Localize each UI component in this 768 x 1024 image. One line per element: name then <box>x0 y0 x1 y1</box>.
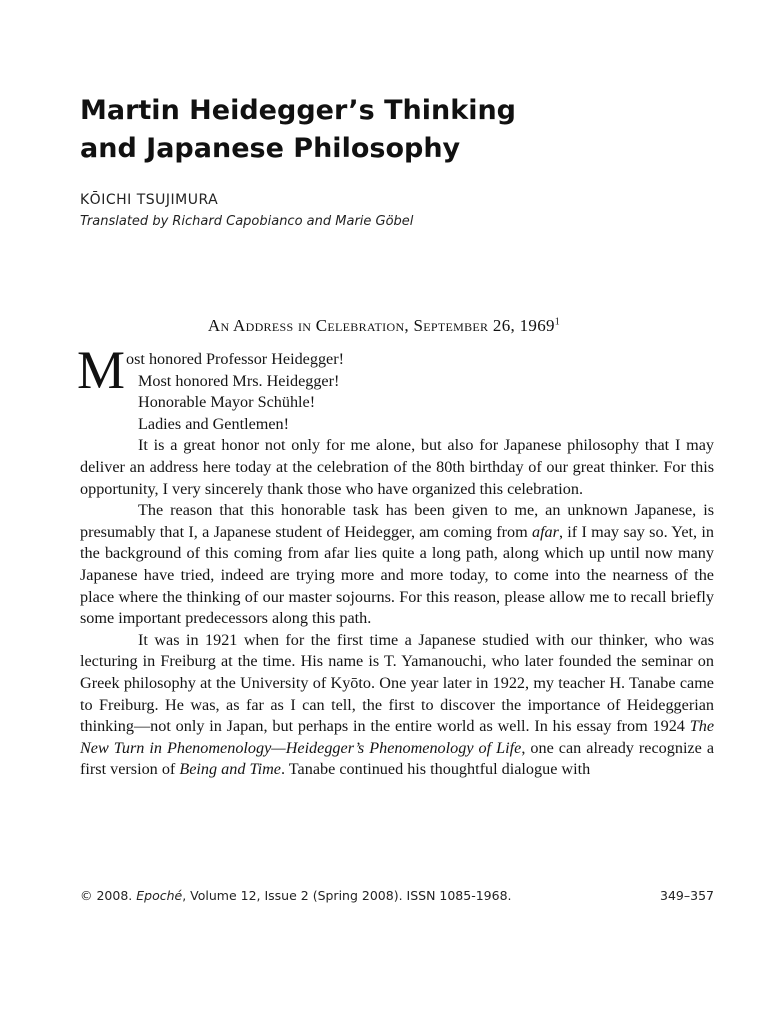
paragraph <box>80 435 714 500</box>
title-line-1: Martin Heidegger’s Thinking <box>80 95 517 126</box>
salutations <box>77 340 714 435</box>
page-range: 349–357 <box>660 888 714 903</box>
work-title: Being and Time <box>179 760 281 779</box>
salutation-line: Honorable Mayor Schühle! <box>138 393 316 412</box>
paragraph-text: It was in 1921 when for the first time a Japanese studied with our thinker, who was lecturing in Freiburg at the time. His name is T. Yamanouchi, who later founded the seminar on Greek philosophy at the University of Kyōto. One year later in 1922, my teacher H. Tanabe came to Freiburg. He was, as far as I can tell, the first to discover the importance of Heideggerian thinking—not only in Japan, but perhaps in the entire world as well. In his essay from 1924 <box>80 630 714 736</box>
paragraph-text: , if I may say so. Yet, in the background of this coming from afar lies quite a long path, along which up until now many Japanese have tried, indeed are trying more and more today, to come into the nearness of the place where the thinking of our master sojourns. For this reason, please allow me to recall briefly some important predecessors along this path. <box>80 522 714 628</box>
paragraph-text: The reason that this honorable task has been given to me, an unknown Japanese, is presumably that I, a Japanese student of Heidegger, am coming from <box>80 501 714 541</box>
copyright-text: © 2008. <box>80 888 137 903</box>
issue-info: , Volume 12, Issue 2 (Spring 2008). ISSN 1085-1968. <box>182 888 512 903</box>
paragraph <box>80 500 714 630</box>
emphasis: afar <box>531 522 559 541</box>
page-footer <box>80 888 714 903</box>
salutation-line: Ladies and Gentlemen! <box>138 414 290 433</box>
salutation-line: ost honored Professor Heidegger! <box>126 350 345 368</box>
translator-credit: Translated by Richard Capobianco and Marie Göbel <box>80 214 414 229</box>
paragraph <box>80 630 714 781</box>
paragraph-text: . Tanabe continued his thoughtful dialogue with <box>280 760 591 779</box>
section-heading <box>0 316 768 336</box>
drop-cap: M <box>77 340 126 400</box>
article-title <box>80 92 680 168</box>
footnote-mark: 1 <box>554 316 561 328</box>
body-text <box>77 340 715 781</box>
footer-citation <box>80 888 512 903</box>
author-name: KŌICHI TSUJIMURA <box>80 192 219 208</box>
journal-title: Epoché <box>136 888 183 903</box>
paragraph-text: , one can already recognize a first version of <box>80 738 715 779</box>
section-heading-text: An Address in Celebration, September 26, 1969 <box>207 316 555 335</box>
work-title: The New Turn in Phenomenology—Heidegger’s Phenomenology of Life <box>80 717 714 757</box>
paragraph-text: It is a great honor not only for me alone, but also for Japanese philosophy that I may deliver an address here today at the celebration of the 80th birthday of our great thinker. For this opportunity, I very sincerely thank those who have organized this celebration. <box>80 436 714 498</box>
title-line-2: and Japanese Philosophy <box>80 133 461 164</box>
salutation-line: Most honored Mrs. Heidegger! <box>138 371 340 390</box>
